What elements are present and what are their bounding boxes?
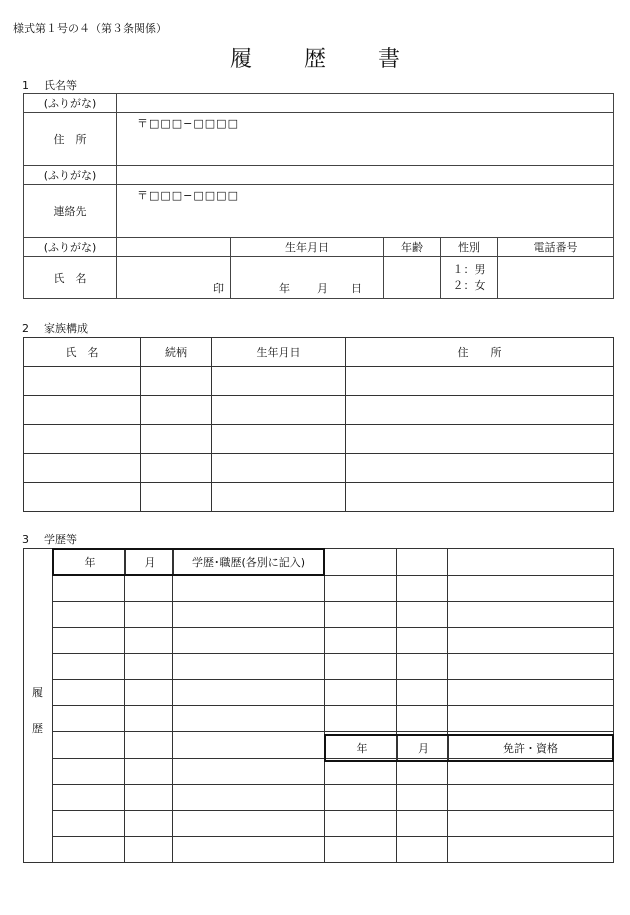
family-cell[interactable] bbox=[24, 454, 141, 483]
history-cell[interactable] bbox=[53, 602, 125, 628]
history-year-header: 年 bbox=[84, 556, 96, 569]
family-cell[interactable] bbox=[346, 425, 614, 454]
family-cell[interactable] bbox=[24, 367, 141, 396]
history-month-header: 月 bbox=[144, 556, 156, 569]
address-postal-code: 〒□□□−□□□□ bbox=[137, 117, 239, 130]
license-year-header: 年 bbox=[356, 742, 368, 755]
family-cell[interactable] bbox=[346, 483, 614, 512]
history-cell[interactable] bbox=[173, 628, 325, 654]
history-cell[interactable] bbox=[53, 811, 125, 837]
family-cell[interactable] bbox=[141, 367, 212, 396]
family-address-header: 住 所 bbox=[346, 338, 614, 367]
family-cell[interactable] bbox=[24, 425, 141, 454]
address-field[interactable] bbox=[117, 113, 614, 166]
history-cell[interactable] bbox=[53, 732, 125, 759]
dob-field[interactable] bbox=[231, 257, 384, 299]
history-cell[interactable] bbox=[325, 628, 397, 654]
family-cell[interactable] bbox=[24, 396, 141, 425]
address-label: 住 所 bbox=[24, 113, 117, 166]
contact-postal-code: 〒□□□−□□□□ bbox=[137, 189, 239, 202]
table-row bbox=[24, 628, 614, 654]
history-cell[interactable] bbox=[53, 680, 125, 706]
history-cell[interactable] bbox=[125, 759, 173, 785]
history-cell[interactable] bbox=[125, 785, 173, 811]
table-row bbox=[24, 759, 614, 785]
sex-field[interactable] bbox=[441, 257, 498, 299]
history-cell[interactable] bbox=[173, 602, 325, 628]
history-cell[interactable] bbox=[325, 680, 397, 706]
history-cell[interactable] bbox=[53, 706, 125, 732]
history-cell[interactable] bbox=[173, 680, 325, 706]
history-cell[interactable] bbox=[397, 680, 448, 706]
section2-title: 家族構成 bbox=[44, 322, 88, 335]
history-cell[interactable] bbox=[448, 759, 614, 785]
table-row bbox=[24, 706, 614, 732]
table-row bbox=[24, 680, 614, 706]
history-cell[interactable] bbox=[448, 628, 614, 654]
history-cell[interactable] bbox=[125, 654, 173, 680]
history-cell[interactable] bbox=[325, 837, 397, 863]
history-cell[interactable] bbox=[397, 549, 448, 576]
family-cell[interactable] bbox=[346, 454, 614, 483]
sex-header: 性別 bbox=[441, 238, 498, 257]
table-row bbox=[24, 454, 614, 483]
history-cell[interactable] bbox=[173, 732, 325, 759]
history-cell[interactable] bbox=[448, 837, 614, 863]
contact-furigana-label: (ふりがな) bbox=[24, 166, 117, 185]
history-cell[interactable] bbox=[53, 628, 125, 654]
history-cell[interactable] bbox=[397, 576, 448, 602]
table-row bbox=[24, 602, 614, 628]
history-cell[interactable] bbox=[173, 654, 325, 680]
section1-title: 氏名等 bbox=[44, 79, 77, 92]
family-name-header: 氏 名 bbox=[24, 338, 141, 367]
history-cell[interactable] bbox=[325, 576, 397, 602]
history-side-label-2: 歴 bbox=[32, 722, 43, 735]
history-cell[interactable] bbox=[53, 654, 125, 680]
history-cell[interactable] bbox=[397, 654, 448, 680]
name-field[interactable] bbox=[117, 257, 231, 299]
family-cell[interactable] bbox=[212, 396, 346, 425]
history-cell[interactable] bbox=[397, 759, 448, 785]
history-cell[interactable] bbox=[448, 785, 614, 811]
family-cell[interactable] bbox=[212, 454, 346, 483]
history-side-column bbox=[24, 549, 53, 863]
history-cell[interactable] bbox=[125, 811, 173, 837]
history-cell[interactable] bbox=[448, 654, 614, 680]
family-cell[interactable] bbox=[24, 483, 141, 512]
history-cell[interactable] bbox=[448, 549, 614, 576]
table-row bbox=[24, 483, 614, 512]
history-cell[interactable] bbox=[325, 811, 397, 837]
dob-day-label: 日 bbox=[351, 282, 362, 295]
family-cell[interactable] bbox=[346, 396, 614, 425]
title-char-1: 履 bbox=[229, 47, 252, 72]
history-cell[interactable] bbox=[448, 602, 614, 628]
table-row bbox=[24, 811, 614, 837]
family-cell[interactable] bbox=[141, 425, 212, 454]
history-cell[interactable] bbox=[125, 628, 173, 654]
table-row bbox=[24, 785, 614, 811]
history-cell[interactable] bbox=[448, 811, 614, 837]
contact-furigana-field[interactable] bbox=[117, 166, 614, 185]
history-cell[interactable] bbox=[125, 602, 173, 628]
family-cell[interactable] bbox=[141, 454, 212, 483]
section3-number: 3 bbox=[22, 533, 29, 546]
form-number: 様式第１号の４（第３条関係） bbox=[13, 22, 167, 35]
license-month-header: 月 bbox=[418, 742, 429, 755]
history-cell[interactable] bbox=[53, 759, 125, 785]
history-cell[interactable] bbox=[125, 576, 173, 602]
history-cell[interactable] bbox=[397, 602, 448, 628]
history-cell[interactable] bbox=[325, 654, 397, 680]
phone-header: 電話番号 bbox=[498, 238, 614, 257]
history-cell[interactable] bbox=[125, 732, 173, 759]
family-cell[interactable] bbox=[212, 425, 346, 454]
table-row bbox=[24, 396, 614, 425]
license-qualification-header bbox=[324, 734, 614, 762]
dob-header: 生年月日 bbox=[231, 238, 384, 257]
family-relation-header: 続柄 bbox=[141, 338, 212, 367]
contact-field[interactable] bbox=[117, 185, 614, 238]
title-char-2: 歴 bbox=[303, 47, 326, 72]
sex-male-option: １：男 bbox=[452, 262, 486, 276]
contact-label: 連絡先 bbox=[24, 185, 117, 238]
history-cell[interactable] bbox=[173, 837, 325, 863]
family-cell[interactable] bbox=[141, 396, 212, 425]
license-qualification-label: 免許・資格 bbox=[503, 742, 558, 755]
history-cell[interactable] bbox=[397, 706, 448, 732]
name-furigana-field[interactable] bbox=[117, 238, 231, 257]
table-row bbox=[24, 425, 614, 454]
education-career-header bbox=[52, 548, 325, 576]
history-cell[interactable] bbox=[397, 628, 448, 654]
family-dob-header: 生年月日 bbox=[212, 338, 346, 367]
table-row bbox=[24, 654, 614, 680]
section1-heading bbox=[22, 77, 77, 93]
history-cell[interactable] bbox=[125, 706, 173, 732]
address-furigana-field[interactable] bbox=[117, 94, 614, 113]
section3-title: 学歴等 bbox=[44, 533, 77, 546]
section1-number: 1 bbox=[22, 79, 29, 92]
address-furigana-label: (ふりがな) bbox=[24, 94, 117, 113]
history-cell[interactable] bbox=[125, 837, 173, 863]
seal-mark: 印 bbox=[213, 282, 224, 295]
family-table bbox=[23, 337, 614, 512]
history-cell[interactable] bbox=[397, 785, 448, 811]
section2-heading bbox=[22, 320, 88, 336]
name-furigana-label: (ふりがな) bbox=[24, 238, 117, 257]
education-career-label: 学歴･職歴(各別に記入) bbox=[191, 556, 306, 569]
age-field[interactable] bbox=[384, 257, 441, 299]
history-cell[interactable] bbox=[448, 680, 614, 706]
history-cell[interactable] bbox=[325, 785, 397, 811]
history-table bbox=[23, 548, 614, 863]
section2-number: 2 bbox=[22, 322, 29, 335]
history-cell[interactable] bbox=[397, 837, 448, 863]
history-cell[interactable] bbox=[325, 602, 397, 628]
history-cell[interactable] bbox=[173, 576, 325, 602]
history-cell[interactable] bbox=[173, 706, 325, 732]
name-label: 氏 名 bbox=[24, 257, 117, 299]
table-row bbox=[24, 576, 614, 602]
family-cell[interactable] bbox=[346, 367, 614, 396]
family-cell[interactable] bbox=[212, 367, 346, 396]
history-cell[interactable] bbox=[173, 759, 325, 785]
dob-month-label: 月 bbox=[317, 282, 328, 295]
personal-info-table bbox=[23, 93, 614, 299]
page-title bbox=[0, 42, 630, 73]
table-row bbox=[24, 837, 614, 863]
sex-female-option: ２：女 bbox=[452, 278, 486, 292]
family-cell[interactable] bbox=[212, 483, 346, 512]
history-cell[interactable] bbox=[125, 680, 173, 706]
history-cell[interactable] bbox=[173, 785, 325, 811]
history-cell[interactable] bbox=[397, 811, 448, 837]
table-row bbox=[24, 367, 614, 396]
history-cell[interactable] bbox=[53, 837, 125, 863]
history-cell[interactable] bbox=[448, 706, 614, 732]
family-cell[interactable] bbox=[141, 483, 212, 512]
age-header: 年齢 bbox=[384, 238, 441, 257]
section3-heading bbox=[22, 531, 77, 547]
history-cell[interactable] bbox=[173, 811, 325, 837]
history-cell[interactable] bbox=[325, 759, 397, 785]
history-cell[interactable] bbox=[53, 576, 125, 602]
history-cell[interactable] bbox=[448, 576, 614, 602]
title-char-3: 書 bbox=[378, 47, 401, 72]
phone-field[interactable] bbox=[498, 257, 614, 299]
history-cell[interactable] bbox=[325, 549, 397, 576]
history-cell[interactable] bbox=[325, 706, 397, 732]
history-cell[interactable] bbox=[53, 785, 125, 811]
history-side-label-1: 履 bbox=[32, 686, 43, 699]
dob-year-label: 年 bbox=[279, 282, 290, 295]
